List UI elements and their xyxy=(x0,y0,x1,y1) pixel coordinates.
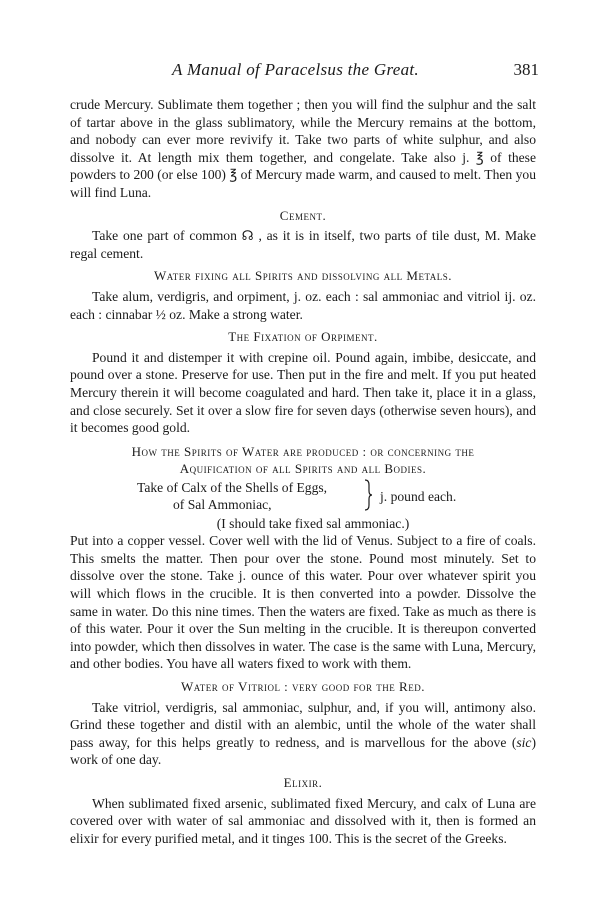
recipe-note: (I should take fixed sal ammoniac.) xyxy=(216,515,410,531)
sic-annotation: sic xyxy=(516,734,532,750)
recipe-block xyxy=(70,479,536,515)
section-heading-orpiment: The Fixation of Orpiment. xyxy=(228,329,378,345)
body-text xyxy=(70,96,536,847)
paragraph-water-fixing: Take alum, verdigris, and orpiment, j. oz. each : sal ammoniac and vitriol ij. oz. each : cinnabar ½ oz. Make a strong water. xyxy=(70,288,536,322)
brace-icon xyxy=(364,479,372,511)
running-title: A Manual of Paracelsus the Great. xyxy=(172,60,419,79)
section-heading-cement: Cement. xyxy=(279,207,327,223)
paragraph-elixir: When sublimated fixed arsenic, sublimated fixed Mercury, and calx of Luna are covered over with water of sal ammoniac and dissolved with it, then is formed an elixir for every purified metal, and it tinges 100. This is the secret of the Greeks. xyxy=(70,795,536,846)
page-number: 381 xyxy=(513,60,539,79)
section-heading-water-fixing: Water fixing all Spirits and dissolving all Metals. xyxy=(153,268,452,284)
paragraph-continuation: crude Mercury. Sublimate them together ; then you will find the sulphur and the salt of tartar above in the glass sublimatory, while the Mercury remains at the bottom, and nobody can ever more revivify it. Take two parts of white sulphur, and also dissolve it. At length mix them together, and congelate. Take also j. ℥ of these powders to 200 (or else 100) ℥ of Mercury made warm, and caused to melt. Then you will find Luna. xyxy=(70,97,536,200)
paragraph-cement: Take one part of common ☊ , as it is in itself, two parts of tile dust, M. Make regal cement. xyxy=(70,228,536,261)
recipe-ingredient-1: Take of Calx of the Shells of Eggs, xyxy=(137,479,328,495)
page-header xyxy=(0,60,591,84)
section-heading-spirits-line2: Aquification of all Spirits and all Bodies. xyxy=(179,460,427,476)
section-heading-spirits xyxy=(70,443,536,477)
section-heading-vitriol: Water of Vitriol : very good for the Red. xyxy=(181,679,425,695)
paragraph-vitriol xyxy=(70,699,536,769)
paragraph-spirits: Put into a copper vessel. Cover well with the lid of Venus. Subject to a fire of coals. This smelts the matter. Then pour over the stone. Pound most minutely. Set to dissolve over the stone. Take j. ounce of this water. Pour over whatever spirit you will which flows in the crucible. It is then converted into a powder. Dissolve the same in water. Do this nine times. Then the waters are fixed. Take as much as there is of this water. Pour it over the Sun melting in the crucible. It is thereupon converted into powder, which then dissolves in water. The case is the same with Luna, Mercury, and other bodies. You have all waters fixed to work with them. xyxy=(70,533,536,672)
section-heading-elixir: Elixir. xyxy=(283,775,323,790)
section-heading-spirits-line1: How the Spirits of Water are produced : or concerning the xyxy=(131,443,475,459)
recipe-ingredient-2: of Sal Ammoniac, xyxy=(173,496,272,512)
recipe-quantity: j. pound each. xyxy=(380,488,457,504)
paragraph-orpiment: Pound it and distemper it with crepine oil. Pound again, imbibe, desiccate, and pound over a stone. Preserve for use. Then put in the fire and melt. If you put heated Mercury therein it will become coagulated and hard. Then take it, place it in a glass, and close securely. Set it over a slow fire for seven days (otherwise seven hours), and it becomes good gold. xyxy=(70,349,536,436)
paragraph-vitriol-part1: Take vitriol, verdigris, sal ammoniac, sulphur, and, if you will, antimony also. Grind these together and distil with an alembic, until the whole of the water shall pass away, for this helps greatly to redness, and is marvellous for the above ( xyxy=(70,699,536,750)
paragraph-vitriol-part2: ) work of one day. xyxy=(70,734,536,768)
